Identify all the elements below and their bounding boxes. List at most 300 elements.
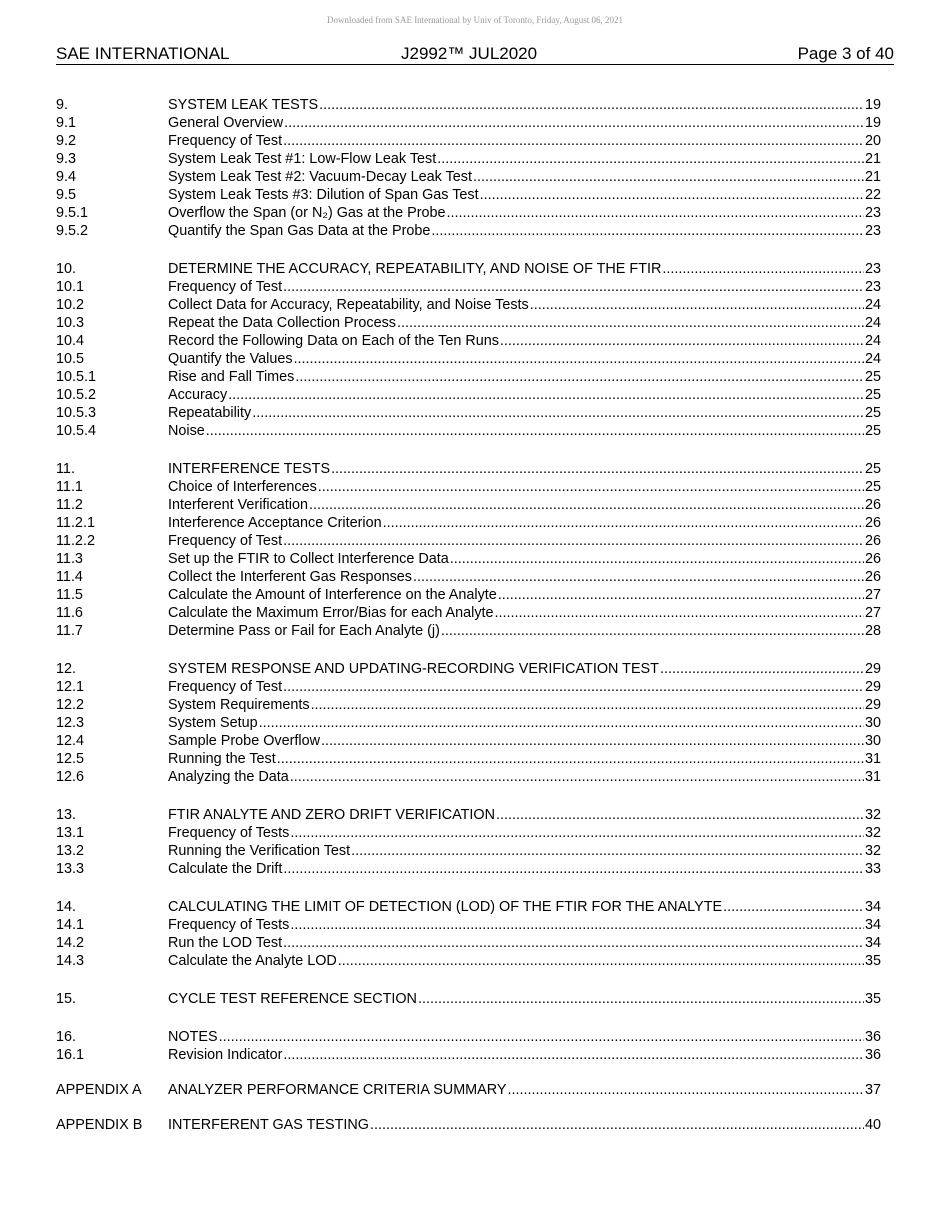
toc-dot-leader [473, 168, 864, 186]
table-of-contents [56, 96, 881, 1151]
toc-entry-page: 26 [864, 533, 881, 549]
toc-dot-leader [447, 204, 864, 222]
toc-entry-title: System Requirements [168, 697, 310, 713]
toc-entry-title: Calculate the Analyte LOD [168, 953, 337, 969]
toc-entry-number: 10.4 [56, 333, 85, 349]
toc-entry-title: Record the Following Data on Each of the Ten Runs [168, 333, 499, 349]
toc-section-group [56, 460, 881, 640]
toc-dot-leader [294, 350, 864, 368]
toc-entry[interactable] [56, 422, 881, 440]
toc-entry-title: Frequency of Tests [168, 917, 290, 933]
toc-dot-leader [660, 660, 864, 678]
toc-entry-body [168, 660, 881, 678]
toc-entry-title: Rise and Fall Times [168, 369, 295, 385]
toc-entry[interactable] [56, 496, 881, 514]
toc-entry-page: 27 [864, 587, 881, 603]
toc-dot-leader [290, 916, 864, 934]
toc-entry-title: CYCLE TEST REFERENCE SECTION [168, 991, 417, 1007]
toc-entry[interactable] [56, 660, 881, 678]
toc-entry-body [168, 114, 881, 132]
toc-entry-number: 10.5.3 [56, 405, 97, 421]
toc-dot-leader [309, 496, 864, 514]
toc-entry-body [168, 150, 881, 168]
toc-entry-title: SYSTEM RESPONSE AND UPDATING-RECORDING VERIFICATION TEST [168, 661, 659, 677]
toc-dot-leader [351, 842, 864, 860]
toc-dot-leader [284, 114, 864, 132]
toc-section-group [56, 990, 881, 1008]
toc-entry-title: Calculate the Maximum Error/Bias for each Analyte [168, 605, 494, 621]
toc-entry-body [168, 260, 881, 278]
toc-dot-leader [437, 150, 864, 168]
toc-entry[interactable] [56, 96, 881, 114]
toc-entry-body [168, 696, 881, 714]
toc-entry-page: 23 [864, 205, 881, 221]
toc-entry[interactable] [56, 314, 881, 332]
toc-entry-body [168, 568, 881, 586]
toc-entry[interactable] [56, 586, 881, 604]
toc-entry[interactable] [56, 934, 881, 952]
toc-entry-title: CALCULATING THE LIMIT OF DETECTION (LOD) OF THE FTIR FOR THE ANALYTE [168, 899, 723, 915]
toc-entry-title: FTIR ANALYTE AND ZERO DRIFT VERIFICATION [168, 807, 496, 823]
toc-entry-number: 12.4 [56, 733, 85, 749]
toc-entry-title: ANALYZER PERFORMANCE CRITERIA SUMMARY [168, 1082, 507, 1098]
toc-dot-leader [228, 386, 864, 404]
toc-entry[interactable] [56, 604, 881, 622]
toc-section-group [56, 660, 881, 786]
toc-entry-page: 26 [864, 551, 881, 567]
toc-entry[interactable] [56, 350, 881, 368]
toc-entry[interactable] [56, 842, 881, 860]
toc-entry[interactable] [56, 132, 881, 150]
toc-entry-number: 10.5.1 [56, 369, 97, 385]
toc-entry-number: 11.6 [56, 605, 83, 621]
toc-entry-page: 36 [864, 1047, 881, 1063]
toc-entry-number: 12.5 [56, 751, 85, 767]
toc-dot-leader [311, 696, 864, 714]
toc-dot-leader [206, 422, 864, 440]
toc-entry[interactable] [56, 1116, 881, 1134]
toc-section-group [56, 1081, 881, 1099]
toc-dot-leader [331, 460, 864, 478]
toc-entry-number: 14.3 [56, 953, 85, 969]
toc-entry[interactable] [56, 952, 881, 970]
toc-entry-number: 9.5.2 [56, 223, 89, 239]
toc-entry-page: 20 [864, 133, 881, 149]
toc-entry-body [168, 990, 881, 1008]
toc-entry-body [168, 860, 881, 878]
toc-section-group [56, 1116, 881, 1134]
toc-entry[interactable] [56, 460, 881, 478]
toc-entry-title: Interferent Verification [168, 497, 308, 513]
toc-entry-number: 15. [56, 991, 77, 1007]
toc-dot-leader [397, 314, 864, 332]
toc-entry-number: 9.4 [56, 169, 77, 185]
toc-entry-page: 26 [864, 569, 881, 585]
toc-entry-title: Choice of Interferences [168, 479, 317, 495]
toc-entry-page: 35 [864, 991, 881, 1007]
toc-dot-leader [283, 278, 864, 296]
toc-dot-leader [318, 478, 864, 496]
toc-dot-leader [259, 714, 864, 732]
toc-entry-title: Running the Test [168, 751, 276, 767]
toc-entry-number: 11.2.1 [56, 515, 95, 531]
toc-section-group [56, 898, 881, 970]
toc-entry-number: 9.5 [56, 187, 77, 203]
toc-entry[interactable] [56, 368, 881, 386]
toc-entry-page: 19 [864, 97, 881, 113]
toc-entry-title: Repeat the Data Collection Process [168, 315, 396, 331]
toc-entry-page: 26 [864, 497, 881, 513]
toc-entry[interactable] [56, 732, 881, 750]
toc-entry-number: 16.1 [56, 1047, 85, 1063]
toc-entry-body [168, 96, 881, 114]
toc-dot-leader [219, 1028, 864, 1046]
toc-entry[interactable] [56, 514, 881, 532]
toc-entry-body [168, 824, 881, 842]
toc-entry-title: INTERFERENT GAS TESTING [168, 1117, 369, 1133]
toc-entry-title: Noise [168, 423, 205, 439]
toc-entry-body [168, 532, 881, 550]
toc-entry-page: 32 [864, 843, 881, 859]
toc-entry-title: System Leak Test #1: Low-Flow Leak Test [168, 151, 437, 167]
toc-entry-page: 29 [864, 661, 881, 677]
toc-entry-title: Set up the FTIR to Collect Interference Data [168, 551, 449, 567]
toc-entry[interactable] [56, 678, 881, 696]
toc-entry[interactable] [56, 824, 881, 842]
toc-entry-number: 11. [56, 461, 75, 477]
toc-entry-title: Frequency of Test [168, 533, 283, 549]
toc-entry[interactable] [56, 550, 881, 568]
toc-entry[interactable] [56, 186, 881, 204]
toc-entry-body [168, 714, 881, 732]
toc-entry-body [168, 604, 881, 622]
toc-entry-page: 24 [864, 333, 881, 349]
toc-entry-title: Run the LOD Test [168, 935, 283, 951]
toc-dot-leader [450, 550, 864, 568]
toc-entry-number: 10.3 [56, 315, 85, 331]
toc-dot-leader [500, 332, 864, 350]
toc-entry-title: Quantify the Span Gas Data at the Probe [168, 223, 431, 239]
toc-entry[interactable] [56, 898, 881, 916]
toc-section-group [56, 96, 881, 240]
toc-entry-body [168, 622, 881, 640]
toc-entry-title: Accuracy [168, 387, 228, 403]
toc-entry-number: 12. [56, 661, 77, 677]
toc-entry[interactable] [56, 114, 881, 132]
toc-entry-body [168, 842, 881, 860]
toc-dot-leader [413, 568, 864, 586]
toc-entry-body [168, 952, 881, 970]
toc-dot-leader [495, 604, 864, 622]
toc-entry-body [168, 732, 881, 750]
toc-dot-leader [321, 732, 864, 750]
toc-entry[interactable] [56, 990, 881, 1008]
toc-entry-body [168, 278, 881, 296]
toc-entry-title: Collect the Interferent Gas Responses [168, 569, 412, 585]
toc-entry-body [168, 314, 881, 332]
toc-dot-leader [418, 990, 864, 1008]
download-watermark: Downloaded from SAE International by Univ of Toronto, Friday, August 06, 2021 [326, 15, 624, 25]
toc-entry-body [168, 222, 881, 240]
toc-dot-leader [508, 1081, 864, 1099]
toc-entry-number: 13.3 [56, 861, 85, 877]
toc-entry-number: 13.1 [56, 825, 85, 841]
toc-entry-page: 21 [864, 169, 881, 185]
toc-dot-leader [431, 222, 864, 240]
toc-entry-page: 32 [864, 825, 881, 841]
toc-entry[interactable] [56, 478, 881, 496]
toc-entry-body [168, 750, 881, 768]
toc-entry[interactable] [56, 768, 881, 786]
toc-entry-number: 12.3 [56, 715, 85, 731]
toc-entry-page: 19 [864, 115, 881, 131]
toc-entry-title: NOTES [168, 1029, 218, 1045]
toc-dot-leader [498, 586, 864, 604]
toc-entry-number: 9.3 [56, 151, 77, 167]
toc-dot-leader [441, 622, 864, 640]
toc-entry[interactable] [56, 1046, 881, 1064]
toc-entry[interactable] [56, 806, 881, 824]
toc-entry-number: 14. [56, 899, 77, 915]
toc-entry-title: SYSTEM LEAK TESTS [168, 97, 319, 113]
toc-entry-number: 12.6 [56, 769, 85, 785]
toc-entry-number: 11.3 [56, 551, 83, 567]
toc-entry-page: 25 [864, 479, 881, 495]
toc-entry-title: Collect Data for Accuracy, Repeatability, and Noise Tests [168, 297, 529, 313]
toc-entry-page: 21 [864, 151, 881, 167]
toc-dot-leader [338, 952, 864, 970]
toc-entry-title: Calculate the Drift [168, 861, 283, 877]
toc-entry-title: Quantify the Values [168, 351, 293, 367]
header-organization: SAE INTERNATIONAL [56, 44, 230, 63]
toc-entry-page: 40 [864, 1117, 881, 1133]
toc-entry-body [168, 350, 881, 368]
toc-entry-title: System Leak Tests #3: Dilution of Span Gas Test [168, 187, 479, 203]
toc-entry-title: System Leak Test #2: Vacuum-Decay Leak Test [168, 169, 472, 185]
toc-section-group [56, 260, 881, 440]
toc-entry-title: Revision Indicator [168, 1047, 283, 1063]
toc-entry-body [168, 678, 881, 696]
toc-entry-title: Repeatability [168, 405, 252, 421]
toc-entry-title: DETERMINE THE ACCURACY, REPEATABILITY, AND NOISE OF THE FTIR [168, 261, 662, 277]
toc-entry-title: Frequency of Test [168, 679, 283, 695]
toc-entry[interactable] [56, 532, 881, 550]
toc-entry[interactable] [56, 750, 881, 768]
toc-entry-page: 32 [864, 807, 881, 823]
toc-entry-body [168, 586, 881, 604]
toc-entry-title: Frequency of Test [168, 279, 283, 295]
toc-entry-page: 34 [864, 935, 881, 951]
toc-entry[interactable] [56, 1028, 881, 1046]
toc-entry[interactable] [56, 296, 881, 314]
toc-entry-number: APPENDIX B [56, 1117, 143, 1133]
toc-entry-page: 24 [864, 351, 881, 367]
toc-entry-title: Calculate the Amount of Interference on the Analyte [168, 587, 497, 603]
toc-entry-number: 10.2 [56, 297, 85, 313]
toc-entry-body [168, 898, 881, 916]
toc-entry-title: System Setup [168, 715, 258, 731]
toc-entry-body [168, 1116, 881, 1134]
toc-entry-body [168, 916, 881, 934]
toc-entry-number: 10.5 [56, 351, 85, 367]
toc-dot-leader [319, 96, 864, 114]
toc-entry-number: 9.5.1 [56, 205, 89, 221]
toc-entry-body [168, 332, 881, 350]
toc-section-group [56, 806, 881, 878]
toc-entry-number: 13. [56, 807, 77, 823]
toc-dot-leader [290, 824, 864, 842]
toc-dot-leader [480, 186, 864, 204]
toc-entry-body [168, 934, 881, 952]
toc-entry-page: 34 [864, 899, 881, 915]
toc-entry-number: 13.2 [56, 843, 85, 859]
toc-entry[interactable] [56, 622, 881, 640]
toc-dot-leader [277, 750, 864, 768]
toc-entry-body [168, 422, 881, 440]
toc-entry-page: 25 [864, 461, 881, 477]
toc-entry[interactable] [56, 222, 881, 240]
toc-dot-leader [662, 260, 864, 278]
toc-dot-leader [283, 934, 864, 952]
toc-entry-number: 14.1 [56, 917, 85, 933]
header-page-number: Page 3 of 40 [797, 44, 894, 63]
toc-section-group [56, 1028, 881, 1064]
toc-entry-page: 24 [864, 315, 881, 331]
toc-entry-body [168, 168, 881, 186]
toc-entry-body [168, 496, 881, 514]
toc-entry[interactable] [56, 714, 881, 732]
toc-dot-leader [252, 404, 864, 422]
toc-dot-leader [370, 1116, 864, 1134]
toc-entry-page: 29 [864, 679, 881, 695]
toc-entry[interactable] [56, 916, 881, 934]
toc-entry-number: 11.4 [56, 569, 83, 585]
toc-entry-page: 30 [864, 715, 881, 731]
toc-entry-body [168, 460, 881, 478]
toc-entry-page: 28 [864, 623, 881, 639]
toc-dot-leader [290, 768, 864, 786]
toc-entry[interactable] [56, 168, 881, 186]
toc-entry-number: 16. [56, 1029, 77, 1045]
toc-entry-page: 25 [864, 369, 881, 385]
toc-entry-number: 9.1 [56, 115, 77, 131]
toc-dot-leader [295, 368, 864, 386]
toc-entry-page: 23 [864, 223, 881, 239]
toc-entry-body [168, 806, 881, 824]
toc-entry-page: 29 [864, 697, 881, 713]
toc-entry[interactable] [56, 278, 881, 296]
toc-entry-title: General Overview [168, 115, 284, 131]
toc-entry[interactable] [56, 1081, 881, 1099]
toc-entry-number: 12.1 [56, 679, 85, 695]
toc-entry-page: 25 [864, 423, 881, 439]
toc-entry-number: 11.5 [56, 587, 83, 603]
toc-entry-title: Sample Probe Overflow [168, 733, 320, 749]
toc-entry-number: 10. [56, 261, 77, 277]
toc-dot-leader [283, 132, 864, 150]
toc-entry-number: APPENDIX A [56, 1082, 142, 1098]
toc-entry-body [168, 1081, 881, 1099]
toc-dot-leader [283, 532, 864, 550]
toc-entry[interactable] [56, 332, 881, 350]
toc-entry-title: Frequency of Test [168, 133, 283, 149]
toc-entry[interactable] [56, 386, 881, 404]
toc-entry-number: 10.5.4 [56, 423, 97, 439]
toc-entry-page: 36 [864, 1029, 881, 1045]
toc-dot-leader [496, 806, 864, 824]
toc-entry-page: 25 [864, 405, 881, 421]
toc-entry[interactable] [56, 204, 881, 222]
toc-entry-number: 12.2 [56, 697, 85, 713]
toc-entry-page: 25 [864, 387, 881, 403]
toc-dot-leader [283, 1046, 864, 1064]
toc-entry[interactable] [56, 860, 881, 878]
toc-entry-page: 24 [864, 297, 881, 313]
toc-entry-body [168, 550, 881, 568]
toc-dot-leader [383, 514, 864, 532]
toc-entry-page: 26 [864, 515, 881, 531]
toc-entry[interactable] [56, 696, 881, 714]
toc-entry[interactable] [56, 260, 881, 278]
toc-entry-body [168, 1046, 881, 1064]
toc-entry-body [168, 386, 881, 404]
page-header [56, 44, 894, 65]
toc-entry-title: Frequency of Tests [168, 825, 290, 841]
toc-dot-leader [283, 860, 864, 878]
toc-entry-page: 37 [864, 1082, 881, 1098]
toc-entry-page: 34 [864, 917, 881, 933]
toc-entry-body [168, 132, 881, 150]
toc-entry-title: INTERFERENCE TESTS [168, 461, 331, 477]
toc-entry-title: Interference Acceptance Criterion [168, 515, 382, 531]
toc-entry-body [168, 514, 881, 532]
toc-entry-title: Overflow the Span (or N₂) Gas at the Probe [168, 205, 446, 221]
toc-entry-number: 11.2 [56, 497, 83, 513]
toc-entry-number: 11.1 [56, 479, 83, 495]
toc-entry[interactable] [56, 404, 881, 422]
toc-entry-page: 30 [864, 733, 881, 749]
toc-entry-page: 27 [864, 605, 881, 621]
toc-dot-leader [283, 678, 864, 696]
toc-entry-number: 11.2.2 [56, 533, 95, 549]
toc-entry-title: Analyzing the Data [168, 769, 289, 785]
toc-entry-body [168, 404, 881, 422]
toc-entry-body [168, 768, 881, 786]
toc-entry-body [168, 478, 881, 496]
toc-entry-body [168, 204, 881, 222]
toc-entry-body [168, 186, 881, 204]
toc-entry-number: 10.1 [56, 279, 85, 295]
toc-entry-number: 9.2 [56, 133, 77, 149]
toc-dot-leader [723, 898, 864, 916]
toc-entry-number: 10.5.2 [56, 387, 97, 403]
toc-entry-number: 14.2 [56, 935, 85, 951]
toc-entry-body [168, 368, 881, 386]
toc-entry-page: 35 [864, 953, 881, 969]
header-document-id: J2992™ JUL2020 [401, 44, 538, 63]
toc-entry-page: 31 [864, 751, 881, 767]
toc-entry-number: 9. [56, 97, 69, 113]
toc-entry-title: Running the Verification Test [168, 843, 351, 859]
toc-entry-title: Determine Pass or Fail for Each Analyte (j) [168, 623, 440, 639]
toc-dot-leader [530, 296, 864, 314]
toc-entry[interactable] [56, 150, 881, 168]
toc-entry-page: 31 [864, 769, 881, 785]
toc-entry-body [168, 1028, 881, 1046]
toc-entry[interactable] [56, 568, 881, 586]
toc-entry-number: 11.7 [56, 623, 83, 639]
toc-entry-page: 33 [864, 861, 881, 877]
